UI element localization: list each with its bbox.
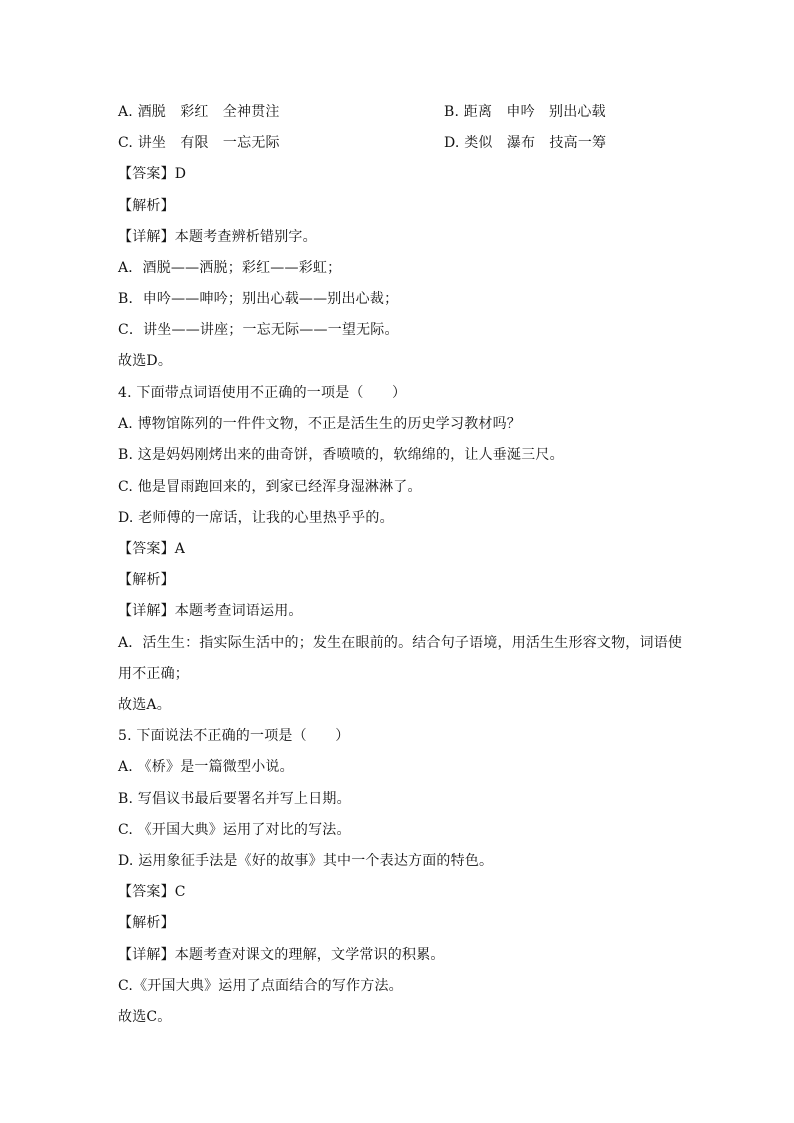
q5-explain: C.《开国大典》运用了点面结合的写作方法。 xyxy=(118,978,403,994)
q4-option-c: C. 他是冒雨跑回来的，到家已经浑身湿淋淋了。 xyxy=(118,479,422,495)
q5-answer: 【答案】C xyxy=(118,884,186,900)
q4-option-a: A. 博物馆陈列的一件件文物，不正是活生生的历史学习教材吗？ xyxy=(118,416,522,432)
q5-option-d: D. 运用象征手法是《好的故事》其中一个表达方面的特色。 xyxy=(118,853,494,869)
q3-answer: 【答案】D xyxy=(118,166,187,182)
q4-answer: 【答案】A xyxy=(118,541,186,557)
q5-option-b: B. 写倡议书最后要署名并写上日期。 xyxy=(118,791,351,807)
q3-explain-c: C．讲坐——讲座；一忘无际——一望无际。 xyxy=(118,322,399,338)
q4-detail: 【详解】本题考查词语运用。 xyxy=(118,603,303,619)
q3-option-b: B. 距离 申吟 别出心载 xyxy=(444,104,606,120)
q4-option-b: B. 这是妈妈刚烤出来的曲奇饼，香喷喷的，软绵绵的，让人垂涎三尺。 xyxy=(118,447,564,463)
q4-analysis-label: 【解析】 xyxy=(118,572,175,588)
q3-option-d: D. 类似 瀑布 技高一筹 xyxy=(444,135,607,151)
q3-detail: 【详解】本题考查辨析错别字。 xyxy=(118,229,317,245)
q4-explain-line1: A．活生生：指实际生活中的；发生在眼前的。结合句子语境，用活生生形容文物，词语使 xyxy=(118,635,683,651)
q3-conclusion: 故选D。 xyxy=(118,353,173,369)
q5-stem: 5. 下面说法不正确的一项是（ ） xyxy=(118,728,350,744)
q3-option-c: C. 讲坐 有限 一忘无际 xyxy=(118,135,280,151)
q5-detail: 【详解】本题考查对课文的理解，文学常识的积累。 xyxy=(118,947,445,963)
q5-option-a: A. 《桥》是一篇微型小说。 xyxy=(118,759,294,775)
q5-option-c: C. 《开国大典》运用了对比的写法。 xyxy=(118,822,351,838)
q4-option-d: D. 老师傅的一席话，让我的心里热乎乎的。 xyxy=(118,510,394,526)
q5-conclusion: 故选C。 xyxy=(118,1009,172,1025)
q3-option-a: A. 酒脱 彩红 全神贯注 xyxy=(118,104,280,120)
q4-stem: 4. 下面带点词语使用不正确的一项是（ ） xyxy=(118,385,407,401)
q4-explain-line2: 用不正确； xyxy=(118,666,189,682)
q3-analysis-label: 【解析】 xyxy=(118,198,175,214)
q5-analysis-label: 【解析】 xyxy=(118,915,175,931)
q3-explain-b: B．申吟——呻吟；别出心载——别出心裁； xyxy=(118,291,399,307)
q4-conclusion: 故选A。 xyxy=(118,697,171,713)
q3-explain-a: A．酒脱——洒脱；彩红——彩虹； xyxy=(118,260,342,276)
